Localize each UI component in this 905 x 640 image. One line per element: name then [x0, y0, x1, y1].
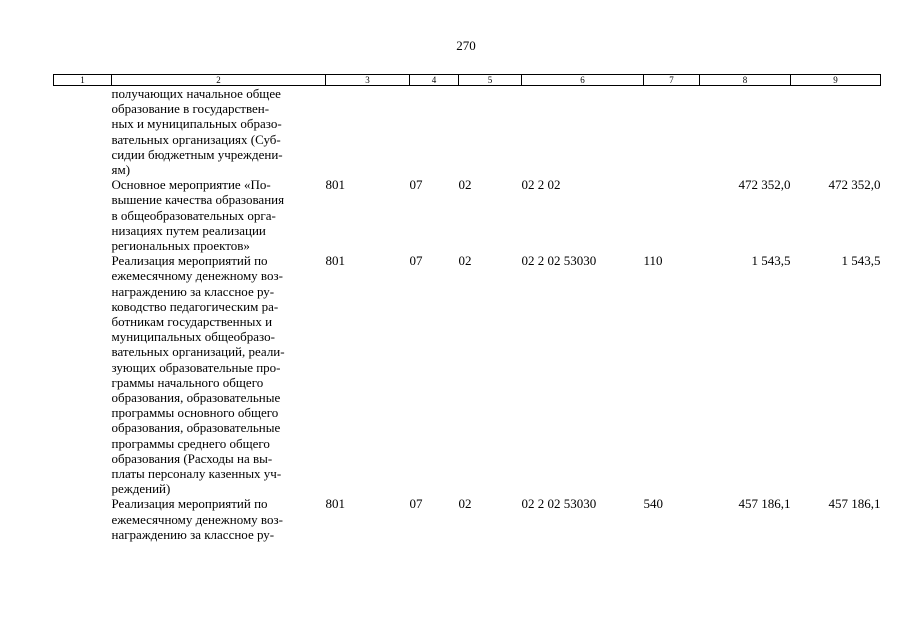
ministry-code-cell	[326, 86, 410, 178]
row-number-cell	[54, 496, 112, 542]
subsection-code-cell: 02	[458, 177, 472, 193]
subsection-code-cell	[459, 86, 522, 178]
section-code-cell	[410, 86, 459, 178]
row-number-cell	[54, 86, 112, 178]
item-name-cell	[112, 177, 326, 253]
amount-cell	[700, 86, 791, 178]
column-number: 4	[410, 75, 459, 86]
item-name-line: ежемесячному денежному воз-	[111, 511, 283, 527]
item-name-line: ных и муниципальных образо-	[111, 116, 282, 132]
budget-table	[53, 74, 881, 542]
column-number: 5	[459, 75, 522, 86]
column-number: 8	[700, 75, 791, 86]
item-name-line: граммы начального общего	[111, 374, 264, 390]
item-name-line: ежемесячному денежному воз-	[111, 268, 283, 284]
target-article-cell	[522, 86, 644, 178]
target-article-cell: 02 2 02 53030	[521, 253, 597, 269]
row-number-cell	[54, 253, 112, 496]
column-number: 9	[791, 75, 881, 86]
table-row	[54, 177, 881, 253]
item-name-line: вышение качества образования	[111, 192, 285, 208]
column-number: 7	[644, 75, 700, 86]
column-number: 1	[54, 75, 112, 86]
table-row	[54, 253, 881, 496]
item-name-line: образования, образовательные	[111, 420, 281, 436]
item-name-line: образования (Расходы на вы-	[111, 450, 273, 466]
item-name-line: Основное мероприятие «По-	[111, 177, 271, 193]
target-article-cell: 02 2 02 53030	[521, 496, 597, 512]
item-name-line: программы среднего общего	[111, 435, 270, 451]
item-name-line: ководство педагогическим ра-	[111, 298, 279, 314]
item-name-line: низациях путем реализации	[111, 222, 266, 238]
section-code-cell: 07	[409, 253, 423, 269]
item-name-cell	[112, 253, 326, 496]
row-number-cell	[54, 177, 112, 253]
item-name-line: Реализация мероприятий по	[111, 253, 268, 269]
ministry-code-cell: 801	[325, 496, 345, 512]
item-name-cell	[112, 86, 326, 178]
page-number: 270	[456, 38, 476, 53]
amount-cell: 457 186,1	[828, 496, 881, 512]
item-name-line: платы персоналу казенных уч-	[111, 466, 282, 482]
item-name-line: программы основного общего	[111, 405, 279, 421]
item-name-line: ботникам государственных и	[111, 314, 273, 330]
ministry-code-cell: 801	[325, 253, 345, 269]
item-name-line: Реализация мероприятий по	[111, 496, 268, 512]
item-name-line: в общеобразовательных орга-	[111, 207, 276, 223]
section-code-cell: 07	[409, 177, 423, 193]
item-name-line: муниципальных общеобразо-	[111, 329, 275, 345]
amount-cell: 472 352,0	[828, 177, 881, 193]
item-name-line: ям)	[111, 162, 131, 178]
item-name-line: реждений)	[111, 481, 171, 497]
table-row	[54, 496, 881, 542]
item-name-line: награждению за классное ру-	[111, 283, 275, 299]
item-name-line: зующих образовательные про-	[111, 359, 281, 375]
expense-type-cell: 540	[643, 496, 663, 512]
amount-cell: 1 543,5	[751, 253, 791, 269]
item-name-line: образование в государствен-	[111, 101, 270, 117]
subsection-code-cell: 02	[458, 253, 472, 269]
target-article-cell: 02 2 02	[521, 177, 561, 193]
expense-type-cell	[644, 177, 700, 253]
section-code-cell: 07	[409, 496, 423, 512]
item-name-line: региональных проектов»	[111, 238, 250, 254]
amount-cell: 472 352,0	[738, 177, 791, 193]
item-name-line: вательных организациях (Суб-	[111, 131, 281, 147]
column-number: 6	[522, 75, 644, 86]
amount-cell	[791, 86, 881, 178]
item-name-line: получающих начальное общее	[111, 86, 281, 101]
expense-type-cell	[644, 86, 700, 178]
item-name-line: сидии бюджетным учреждени-	[111, 146, 283, 162]
column-number: 3	[326, 75, 410, 86]
item-name-cell	[112, 496, 326, 542]
table-row	[54, 86, 881, 178]
ministry-code-cell: 801	[325, 177, 345, 193]
column-number: 2	[112, 75, 326, 86]
subsection-code-cell: 02	[458, 496, 472, 512]
amount-cell: 457 186,1	[738, 496, 791, 512]
column-number-header	[54, 75, 881, 86]
item-name-line: образования, образовательные	[111, 390, 281, 406]
expense-type-cell: 110	[643, 253, 663, 269]
item-name-line: награждению за классное ру-	[111, 526, 275, 542]
amount-cell: 1 543,5	[841, 253, 881, 269]
item-name-line: вательных организаций, реали-	[111, 344, 285, 360]
